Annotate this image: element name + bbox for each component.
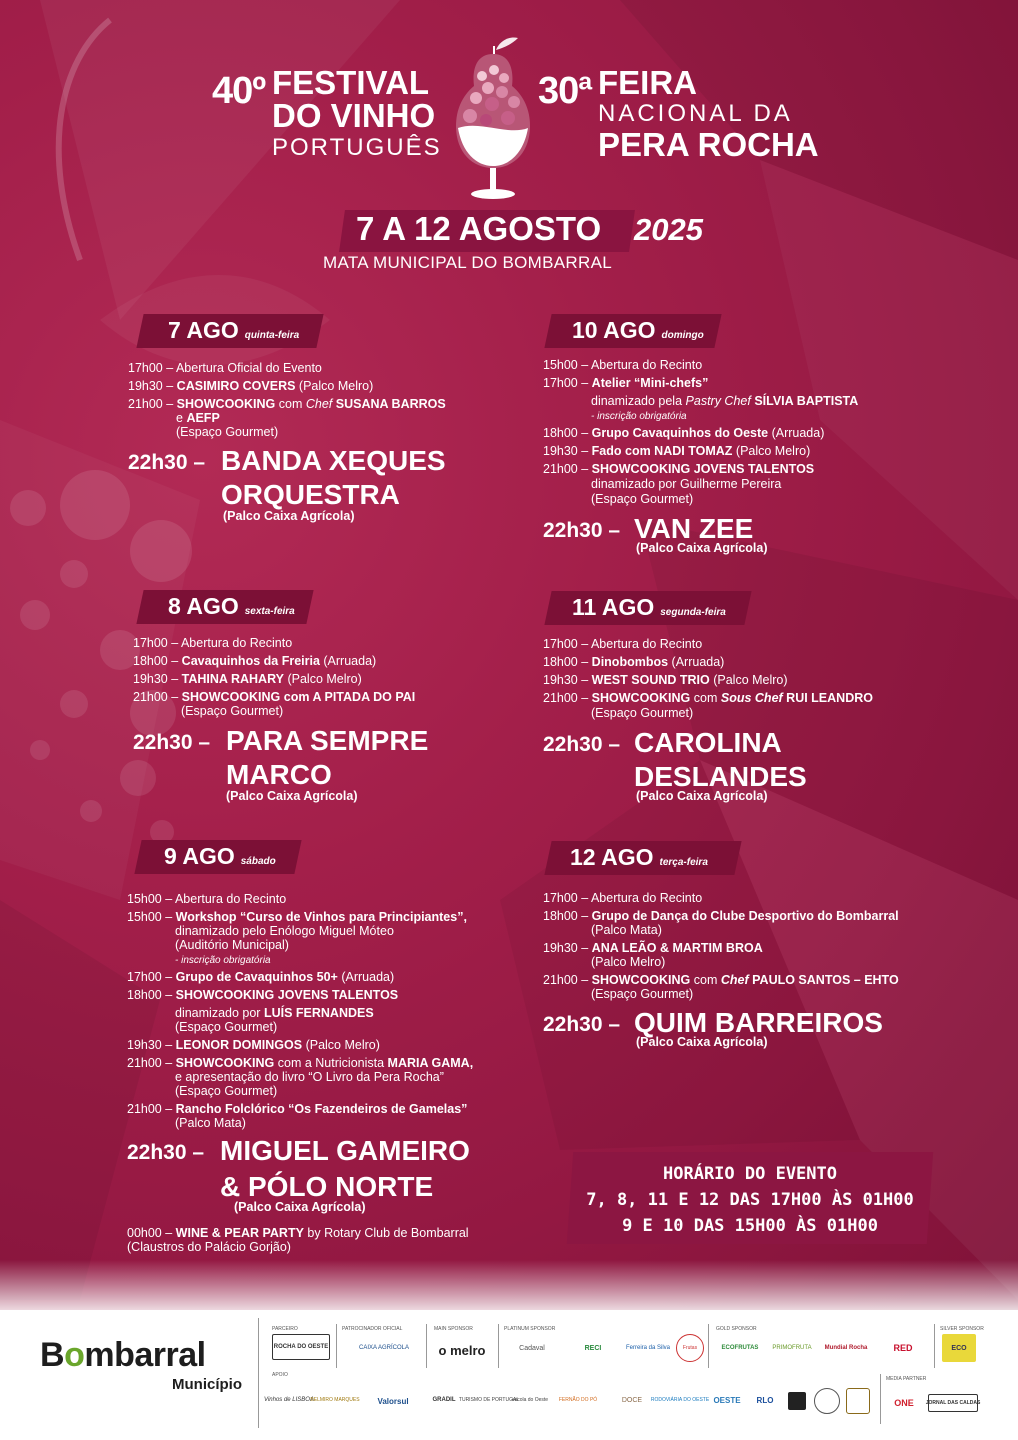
event-title: Grupo de Cavaquinhos 50+: [175, 970, 338, 984]
day-title: [570, 844, 708, 871]
bubble: [30, 740, 50, 760]
event-text: e: [176, 411, 183, 425]
event-place: (Arruada): [341, 970, 395, 984]
event-time: 21h00 –: [128, 397, 174, 411]
divider: [258, 1318, 259, 1428]
day-date: 10 AGO: [572, 317, 656, 343]
sponsor-logo-mundial: Mundial Rocha: [824, 1345, 868, 1351]
event-time: 19h30 –: [127, 1038, 173, 1052]
event-title: TAHINA RAHARY: [181, 672, 284, 686]
event-item: 15h00 – Abertura do Recinto: [543, 358, 703, 372]
event-time: 21h00 –: [543, 691, 589, 705]
headliner-stage: (Palco Caixa Agrícola): [636, 789, 768, 803]
fair-title-line2: NACIONAL DA: [598, 100, 793, 127]
event-place: (Palco Melro): [298, 379, 374, 393]
headliner-time: 22h30 –: [543, 733, 621, 756]
event-item: 17h00 – Abertura do Recinto: [543, 891, 703, 905]
brand-letter: o: [64, 1336, 85, 1374]
event-venue: MATA MUNICIPAL DO BOMBARRAL: [323, 253, 612, 272]
day-title: [572, 317, 704, 344]
sponsor-logo-eco: ECO: [942, 1334, 976, 1362]
sponsor-logo-primofruta: PRIMOFRUTA: [772, 1345, 812, 1351]
bombarral-logo: [40, 1336, 206, 1375]
day-title: [168, 593, 295, 620]
event-time: 21h00 –: [133, 690, 179, 704]
sponsor-logo-caixa: CAIXA AGRÍCOLA: [358, 1345, 410, 1351]
brand-letter: mbarral: [84, 1336, 206, 1374]
event-title: SHOWCOOKING com A PITADA DO PAI: [181, 690, 416, 704]
event-title: Atelier “Mini-chefs”: [591, 376, 709, 390]
event-time: 19h30 –: [543, 673, 589, 687]
event-title: SHOWCOOKING: [591, 973, 691, 987]
sponsor-label: GOLD SPONSOR: [716, 1326, 757, 1332]
event-item: [543, 426, 824, 440]
sponsor-logo-rodoviaria: RODOVIÁRIA DO OESTE: [650, 1397, 710, 1403]
event-place: (Palco Melro): [591, 955, 666, 969]
sponsor-logo-gradil: GRADIL: [432, 1397, 456, 1403]
event-guest: RUI LEANDRO: [786, 691, 873, 705]
event-item: [127, 988, 398, 1002]
sponsor-logo-melro: o melro: [438, 1342, 486, 1358]
event-place: (Espaço Gourmet): [175, 1084, 278, 1098]
festival-title-line1: FESTIVAL: [272, 64, 430, 101]
event-item: [543, 444, 810, 458]
event-time: 17h00 –: [543, 376, 589, 390]
festival-edition: 40º: [212, 70, 266, 112]
event-title: Fado com NADI TOMAZ: [591, 444, 733, 458]
event-guest: PAULO SANTOS – EHTO: [752, 973, 899, 987]
sponsor-logo-crest: [846, 1388, 870, 1414]
sponsor-label: APOIO: [272, 1372, 288, 1378]
sponsor-logo-belmiro: BELMIRO MARQUES: [310, 1397, 360, 1403]
sponsor-logo-square: [788, 1392, 806, 1410]
fair-title-line3: PERA ROCHA: [598, 126, 819, 163]
day-date: 7 AGO: [168, 317, 239, 343]
sponsor-logo-cadaval: Cadaval: [519, 1344, 545, 1352]
event-place: (Espaço Gourmet): [591, 706, 694, 720]
event-title: ANA LEÃO & MARTIM BROA: [591, 941, 763, 955]
event-title: LEONOR DOMINGOS: [175, 1038, 303, 1052]
event-time: 21h00 –: [543, 462, 589, 476]
sponsor-logo-doce: DOCE: [621, 1396, 643, 1404]
bubble: [10, 490, 46, 526]
event-hours-title: HORÁRIO DO EVENTO: [663, 1164, 837, 1184]
sponsor-logo-ferreira: Ferreira da Silva: [625, 1345, 670, 1351]
sponsor-logo-red: RED: [893, 1343, 913, 1353]
event-item: 17h00 – Abertura do Recinto: [543, 637, 703, 651]
event-item: [543, 941, 763, 955]
day-title: [168, 317, 299, 344]
headliner-stage: (Palco Caixa Agrícola): [636, 1035, 768, 1049]
headliner-time: 22h30 –: [543, 519, 621, 542]
event-time: 15h00 –: [127, 910, 173, 924]
event-title: Cavaquinhos da Freiria: [181, 654, 320, 668]
event-title: SHOWCOOKING JOVENS TALENTOS: [175, 988, 399, 1002]
event-time: 18h00 –: [543, 426, 589, 440]
sponsor-logo-valorsul: Valorsul: [377, 1396, 409, 1406]
event-place: (Palco Melro): [287, 672, 362, 686]
event-text: by Rotary Club de Bombarral: [307, 1226, 469, 1240]
event-title: SHOWCOOKING: [591, 691, 691, 705]
event-item: [128, 379, 373, 393]
bubble: [130, 520, 192, 582]
headliner-name: PARA SEMPRE: [226, 725, 429, 756]
headliner-name: ORQUESTRA: [221, 479, 400, 510]
event-year: 2025: [634, 212, 703, 247]
sponsor-label: PLATINUM SPONSOR: [504, 1326, 556, 1332]
bubble: [60, 690, 88, 718]
event-item: [543, 909, 899, 923]
headliner-stage: (Palco Caixa Agrícola): [226, 789, 358, 803]
sponsor-logo-rocha: ROCHA DO OESTE: [272, 1334, 330, 1360]
event-note: [591, 408, 687, 424]
event-item: [543, 673, 788, 687]
event-place: (Palco Mata): [591, 923, 662, 937]
event-role: Pastry Chef: [685, 394, 751, 408]
event-place: (Espaço Gourmet): [175, 1020, 278, 1034]
event-text: e apresentação do livro “O Livro da Pera Rocha”: [175, 1070, 444, 1084]
municipio-label: Município: [172, 1376, 242, 1393]
event-time: 18h00 –: [543, 655, 589, 669]
headliner-name: BANDA XEQUES: [221, 445, 446, 476]
day-title: [572, 594, 726, 621]
day-date: 9 AGO: [164, 843, 235, 869]
sponsor-logo-frutas: Frutas: [676, 1334, 704, 1362]
event-text: dinamizado por Guilherme Pereira: [591, 477, 782, 491]
event-place: (Espaço Gourmet): [176, 425, 279, 439]
event-title: Dinobombos: [591, 655, 669, 669]
headliner-name: MIGUEL GAMEIRO: [220, 1135, 470, 1166]
day-date: 11 AGO: [572, 594, 655, 620]
event-item: [543, 973, 899, 987]
event-item: 17h00 – Abertura do Recinto: [133, 636, 293, 650]
event-time: 21h00 –: [543, 973, 589, 987]
headliner-stage: (Palco Caixa Agrícola): [234, 1200, 366, 1214]
event-title: SHOWCOOKING: [176, 397, 276, 411]
event-time: 17h00 –: [127, 970, 173, 984]
event-time: 19h30 –: [543, 941, 589, 955]
day-date: 8 AGO: [168, 593, 239, 619]
event-role: Sous Chef: [720, 691, 783, 705]
event-item: [127, 1038, 380, 1052]
bubble: [120, 760, 156, 796]
event-item: [133, 654, 376, 668]
event-guest: LUÍS FERNANDES: [263, 1006, 374, 1020]
day-weekday: segunda-feira: [660, 607, 726, 618]
event-text: dinamizado por: [175, 1006, 261, 1020]
event-item: [127, 1102, 467, 1116]
divider: [934, 1324, 935, 1368]
registration-note: - inscrição obrigatória: [591, 411, 687, 422]
event-item: [127, 1056, 473, 1070]
sponsor-logo-ecofrutas: ECOFRUTAS: [721, 1345, 759, 1351]
event-title: WINE & PEAR PARTY: [175, 1226, 304, 1240]
sponsor-logo-reci: RECI: [584, 1344, 602, 1352]
media-logo-jornal: JORNAL DAS CALDAS: [928, 1394, 978, 1412]
event-text: [175, 1006, 374, 1020]
event-place: (Palco Melro): [305, 1038, 380, 1052]
event-title: Grupo de Dança do Clube Desportivo do Bombarral: [591, 909, 899, 923]
event-item: [128, 397, 446, 411]
event-title: SHOWCOOKING JOVENS TALENTOS: [591, 462, 815, 476]
event-item: [543, 462, 814, 476]
fair-title-line1: FEIRA: [598, 64, 697, 101]
day-weekday: sábado: [240, 856, 276, 867]
event-place: (Claustros do Palácio Gorjão): [127, 1240, 291, 1254]
day-weekday: quinta-feira: [244, 330, 300, 341]
event-place: (Espaço Gourmet): [591, 492, 694, 506]
event-guest: AEFP: [186, 411, 220, 425]
sponsor-logo-oeste: OESTE: [713, 1395, 741, 1405]
event-hours-line2: 9 E 10 DAS 15H00 ÀS 01H00: [622, 1216, 878, 1236]
event-item: 15h00 – Abertura do Recinto: [127, 892, 287, 906]
headliner-name: QUIM BARREIROS: [634, 1007, 883, 1038]
day-date: 12 AGO: [570, 844, 654, 870]
day-weekday: domingo: [661, 330, 704, 341]
event-title: Rancho Folclórico “Os Fazendeiros de Gamelas”: [175, 1102, 468, 1116]
headliner-time: 22h30 –: [127, 1141, 205, 1164]
day-title: [164, 843, 276, 870]
event-title: CASIMIRO COVERS: [176, 379, 296, 393]
event-dates: 7 A 12 AGOSTO: [356, 210, 602, 247]
event-item: [127, 910, 467, 924]
media-logo-one: ONE: [894, 1398, 914, 1408]
divider: [708, 1324, 709, 1368]
event-place: (Arruada): [323, 654, 377, 668]
event-place: (Espaço Gourmet): [591, 987, 694, 1001]
event-place: (Arruada): [671, 655, 725, 669]
festival-title-line2: DO VINHO: [272, 97, 436, 134]
festival-title-line3: PORTUGUÊS: [272, 134, 442, 161]
event-time: 21h00 –: [127, 1056, 173, 1070]
headliner-name: CAROLINA: [634, 727, 782, 758]
fair-edition: 30ª: [538, 70, 592, 112]
divider: [336, 1324, 337, 1368]
sponsor-logo-seal: [814, 1388, 840, 1414]
event-role: Chef: [720, 973, 749, 987]
event-title: Workshop “Curso de Vinhos para Principiantes”,: [175, 910, 467, 924]
sponsor-logo-lisboa: Vinhos de LISBOA: [264, 1397, 314, 1403]
event-text: dinamizado pela: [591, 394, 683, 408]
sponsor-logo-fernao: FERNÃO DO PÓ: [558, 1397, 598, 1403]
day-weekday: sexta-feira: [244, 606, 295, 617]
headliner-name: & PÓLO NORTE: [220, 1171, 434, 1202]
event-text: com a Nutricionista: [277, 1056, 385, 1070]
sponsor-label: PARCEIRO: [272, 1326, 298, 1332]
event-guest: MARIA GAMA,: [387, 1056, 474, 1070]
sponsor-logo-escola: escola do Oeste: [511, 1397, 549, 1403]
sponsor-label: PATROCINADOR OFICIAL: [342, 1326, 403, 1332]
event-guest: SUSANA BARROS: [335, 397, 446, 411]
headliner-name: VAN ZEE: [634, 513, 754, 544]
event-time: 19h30 –: [133, 672, 179, 686]
headliner-stage: (Palco Caixa Agrícola): [223, 509, 355, 523]
event-title: WEST SOUND TRIO: [591, 673, 710, 687]
event-place: (Auditório Municipal): [175, 938, 289, 952]
event-place: (Espaço Gourmet): [181, 704, 284, 718]
bubble: [80, 800, 102, 822]
event-place: (Palco Melro): [713, 673, 788, 687]
headliner-time: 22h30 –: [128, 451, 206, 474]
event-role: Chef: [305, 397, 333, 411]
event-place: (Arruada): [771, 426, 825, 440]
event-place: (Palco Melro): [735, 444, 811, 458]
registration-note: - inscrição obrigatória: [175, 955, 271, 966]
bubble: [20, 600, 50, 630]
sponsor-label: SILVER SPONSOR: [940, 1326, 984, 1332]
event-item: 17h00 – Abertura Oficial do Evento: [128, 361, 322, 375]
divider: [498, 1324, 499, 1368]
headliner-time: 22h30 –: [133, 731, 211, 754]
event-item: [543, 655, 724, 669]
event-time: 19h30 –: [128, 379, 174, 393]
headliner-name: MARCO: [226, 759, 332, 790]
bubble: [60, 560, 88, 588]
event-time: 00h00 –: [127, 1226, 173, 1240]
sponsor-label: MEDIA PARTNER: [886, 1376, 927, 1382]
bottom-fade: [0, 1260, 1018, 1310]
event-title: Grupo Cavaquinhos do Oeste: [591, 426, 769, 440]
headliner-stage: (Palco Caixa Agrícola): [636, 541, 768, 555]
headliner-time: 22h30 –: [543, 1013, 621, 1036]
pear-wine-glass-icon: [452, 36, 534, 200]
divider: [426, 1324, 427, 1368]
event-place: (Palco Mata): [175, 1116, 246, 1130]
event-time: 21h00 –: [127, 1102, 173, 1116]
event-time: 19h30 –: [543, 444, 589, 458]
event-item: [543, 691, 873, 705]
event-time: 18h00 –: [543, 909, 589, 923]
event-title: SHOWCOOKING: [175, 1056, 275, 1070]
bubble: [60, 470, 130, 540]
day-weekday: terça-feira: [659, 857, 708, 868]
event-text: dinamizado pelo Enólogo Miguel Móteo: [175, 924, 394, 938]
sponsor-logo-turismo: TURISMO DE PORTUGAL: [458, 1397, 520, 1403]
event-time: 18h00 –: [127, 988, 173, 1002]
event-item: [127, 1226, 469, 1240]
event-hours-line1: 7, 8, 11 E 12 DAS 17H00 ÀS 01H00: [586, 1190, 914, 1210]
sponsors-footer: [0, 1310, 1018, 1440]
brand-letter: B: [40, 1336, 65, 1374]
sponsor-logo-rlo: RLO: [756, 1395, 774, 1405]
event-text: com: [278, 397, 303, 411]
event-item: [133, 672, 362, 686]
event-text: com: [693, 691, 718, 705]
event-item: [543, 376, 708, 390]
event-note: [175, 952, 271, 968]
event-guest: SÍLVIA BAPTISTA: [754, 394, 859, 408]
event-item: [127, 970, 394, 984]
event-item: [176, 411, 220, 425]
event-time: 18h00 –: [133, 654, 179, 668]
event-item: [133, 690, 415, 704]
divider: [880, 1374, 881, 1424]
headliner-name: DESLANDES: [634, 761, 807, 792]
event-text: [591, 394, 858, 408]
event-text: com: [693, 973, 718, 987]
sponsor-label: MAIN SPONSOR: [434, 1326, 473, 1332]
